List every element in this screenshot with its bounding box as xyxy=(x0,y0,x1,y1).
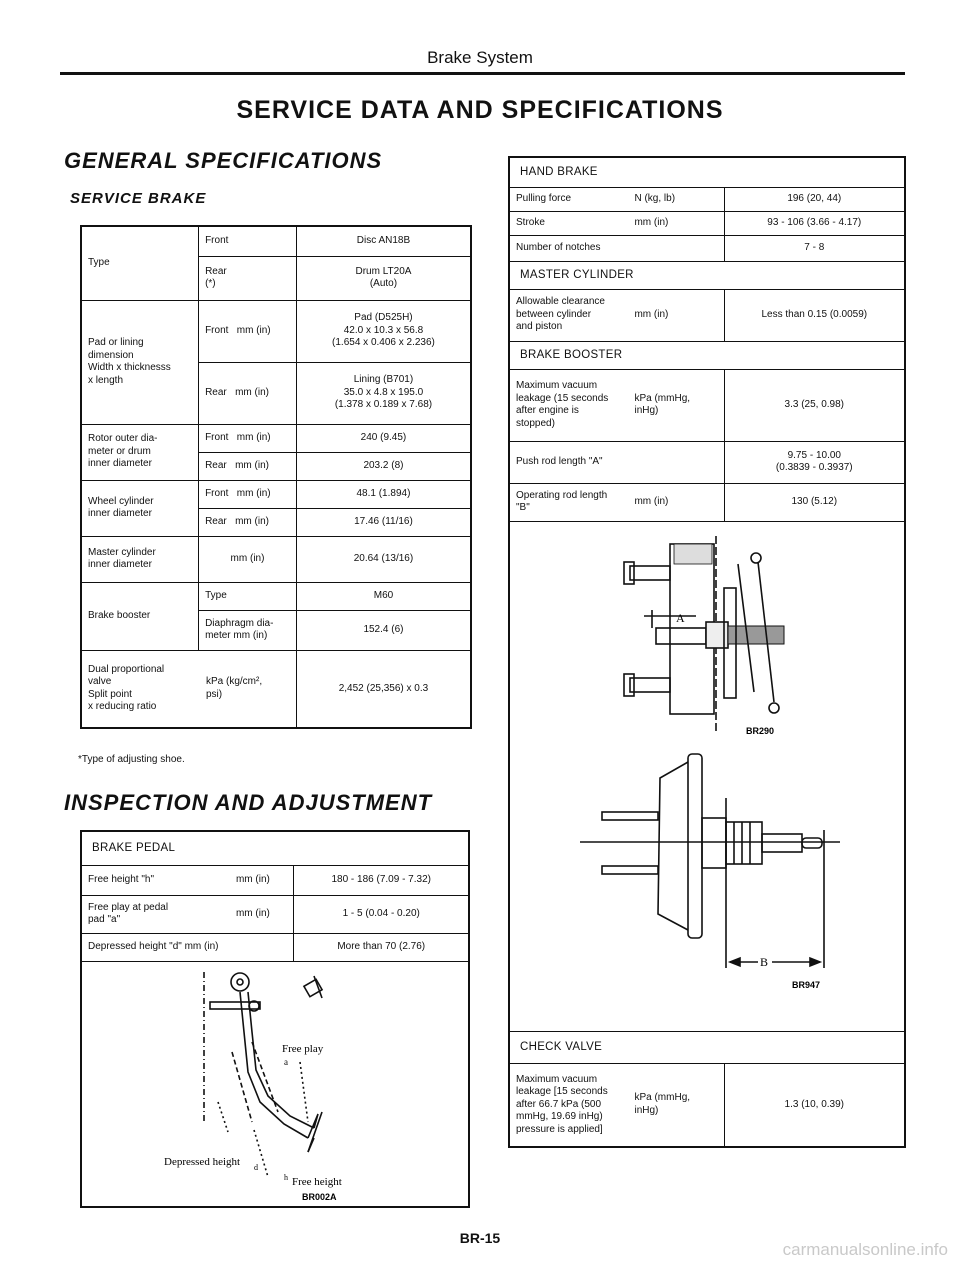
h-label-fig: h xyxy=(284,1172,288,1182)
hand-brake-section: HAND BRAKE xyxy=(509,157,905,187)
brake-booster-diagrams xyxy=(510,522,904,1030)
operating-rod-label: Operating rod length "B" xyxy=(509,483,628,521)
running-head: Brake System xyxy=(427,48,533,67)
rear-label: Rear (*) xyxy=(199,256,297,300)
pad-rear-unit: Rear mm (in) xyxy=(199,362,297,424)
operating-rod-value: 130 (5.12) xyxy=(724,483,905,521)
booster-type-value: M60 xyxy=(296,582,471,610)
push-rod-label: Push rod length "A" xyxy=(509,441,724,483)
vacuum-leakage-label: Maximum vacuum leakage (15 seconds after engine is stopped) xyxy=(509,369,628,441)
pad-front-value: Pad (D525H) 42.0 x 10.3 x 56.8 (1.654 x 0.406 x 2.236) xyxy=(296,300,471,362)
free-height-unit: mm (in) xyxy=(212,865,294,895)
service-brake-heading: SERVICE BRAKE xyxy=(70,190,207,207)
brake-pedal-section: BRAKE PEDAL xyxy=(81,831,469,865)
stroke-value: 93 - 106 (3.66 - 4.17) xyxy=(724,211,905,235)
type-label: Type xyxy=(81,226,199,300)
clearance-value: Less than 0.15 (0.0059) xyxy=(724,289,905,341)
clearance-unit: mm (in) xyxy=(628,289,724,341)
wheel-rear-unit: Rear mm (in) xyxy=(199,508,297,536)
check-valve-leakage-unit: kPa (mmHg, inHg) xyxy=(628,1063,724,1147)
rear-type-value: Drum LT20A (Auto) xyxy=(296,256,471,300)
pulling-force-label: Pulling force xyxy=(509,187,628,211)
vacuum-leakage-unit: kPa (mmHg, inHg) xyxy=(628,369,724,441)
free-play-value: 1 - 5 (0.04 - 0.20) xyxy=(294,895,469,933)
notches-value: 7 - 8 xyxy=(724,235,905,261)
push-rod-value: 9.75 - 10.00 (0.3839 - 0.3937) xyxy=(724,441,905,483)
footnote: *Type of adjusting shoe. xyxy=(78,754,185,765)
diaphragm-value: 152.4 (6) xyxy=(296,610,471,650)
wheel-front-unit: Front mm (in) xyxy=(199,480,297,508)
service-brake-table xyxy=(80,225,472,729)
rotor-front-value: 240 (9.45) xyxy=(296,424,471,452)
pulling-force-unit: N (kg, lb) xyxy=(628,187,724,211)
operating-rod-unit: mm (in) xyxy=(628,483,724,521)
figure-code-br290: BR290 xyxy=(746,725,775,736)
pad-front-unit: Front mm (in) xyxy=(199,300,297,362)
depressed-height-label: Depressed height "d" mm (in) xyxy=(81,933,294,961)
master-cylinder-label: Master cylinder inner diameter xyxy=(81,536,199,582)
rotor-rear-unit: Rear mm (in) xyxy=(199,452,297,480)
figure-code-br002a: BR002A xyxy=(302,1191,337,1202)
rotor-front-unit: Front mm (in) xyxy=(199,424,297,452)
brake-booster-label: Brake booster xyxy=(81,582,199,650)
stroke-unit: mm (in) xyxy=(628,211,724,235)
stroke-label: Stroke xyxy=(509,211,628,235)
pulling-force-value: 196 (20, 44) xyxy=(724,187,905,211)
booster-type-label: Type xyxy=(199,582,297,610)
check-valve-section: CHECK VALVE xyxy=(509,1031,905,1063)
pad-lining-label: Pad or lining dimension Width x thicknesss x length xyxy=(81,300,199,424)
vacuum-leakage-value: 3.3 (25, 0.98) xyxy=(724,369,905,441)
header-rule xyxy=(60,72,905,75)
front-type-value: Disc AN18B xyxy=(296,226,471,256)
check-valve-leakage-value: 1.3 (10, 0.39) xyxy=(724,1063,905,1147)
free-height-label-fig: Free height xyxy=(292,1175,342,1188)
booster-figures-cell xyxy=(509,521,905,1031)
watermark: carmanualsonline.info xyxy=(782,1240,948,1259)
right-spec-table xyxy=(508,156,906,1148)
rotor-label: Rotor outer dia- meter or drum inner diameter xyxy=(81,424,199,480)
depressed-height-label-fig: Depressed height xyxy=(164,1155,241,1168)
free-height-value: 180 - 186 (7.09 - 7.32) xyxy=(294,865,469,895)
free-play-label: Free play at pedal pad "a" xyxy=(81,895,212,933)
a-label-fig: a xyxy=(284,1056,288,1067)
notches-label: Number of notches xyxy=(509,235,724,261)
fig-letter-b: B xyxy=(760,954,769,969)
free-play-unit: mm (in) xyxy=(212,895,294,933)
brake-pedal-diagram xyxy=(82,962,468,1206)
page-number: BR-15 xyxy=(459,1230,501,1246)
figure-code-br947: BR947 xyxy=(792,979,821,990)
dual-valve-unit: kPa (kg/cm², psi) xyxy=(206,676,263,700)
rotor-rear-value: 203.2 (8) xyxy=(296,452,471,480)
master-cylinder-value: 20.64 (13/16) xyxy=(296,536,471,582)
d-label-fig: d xyxy=(254,1162,258,1172)
master-cylinder-unit: mm (in) xyxy=(199,536,297,582)
wheel-rear-value: 17.46 (11/16) xyxy=(296,508,471,536)
brake-booster-section: BRAKE BOOSTER xyxy=(509,341,905,369)
brake-pedal-table xyxy=(80,830,470,1208)
pad-rear-value: Lining (B701) 35.0 x 4.8 x 195.0 (1.378 x 0.189 x 7.68) xyxy=(296,362,471,424)
dual-valve-label: Dual proportional valve Split point x reducing ratio xyxy=(88,663,165,713)
clearance-label: Allowable clearance between cylinder and piston xyxy=(509,289,628,341)
fig-letter-a: A xyxy=(676,610,685,625)
front-label: Front xyxy=(199,226,297,256)
wheel-cylinder-label: Wheel cylinder inner diameter xyxy=(81,480,199,536)
free-height-label: Free height "h" xyxy=(81,865,212,895)
dual-valve-value: 2,452 (25,356) x 0.3 xyxy=(296,650,471,728)
page-title: SERVICE DATA AND SPECIFICATIONS xyxy=(236,96,724,124)
depressed-height-value: More than 70 (2.76) xyxy=(294,933,469,961)
master-cylinder-section: MASTER CYLINDER xyxy=(509,261,905,289)
diaphragm-label: Diaphragm dia- meter mm (in) xyxy=(199,610,297,650)
brake-pedal-figure-cell xyxy=(81,961,469,1207)
general-specifications-heading: GENERAL SPECIFICATIONS xyxy=(64,148,383,173)
check-valve-leakage-label: Maximum vacuum leakage [15 seconds after 66.7 kPa (500 mmHg, 19.69 inHg) pressure is applied] xyxy=(509,1063,628,1147)
dual-valve-cell xyxy=(81,650,296,728)
wheel-front-value: 48.1 (1.894) xyxy=(296,480,471,508)
free-play-label-fig: Free play xyxy=(282,1042,324,1055)
inspection-heading: INSPECTION AND ADJUSTMENT xyxy=(64,790,433,815)
